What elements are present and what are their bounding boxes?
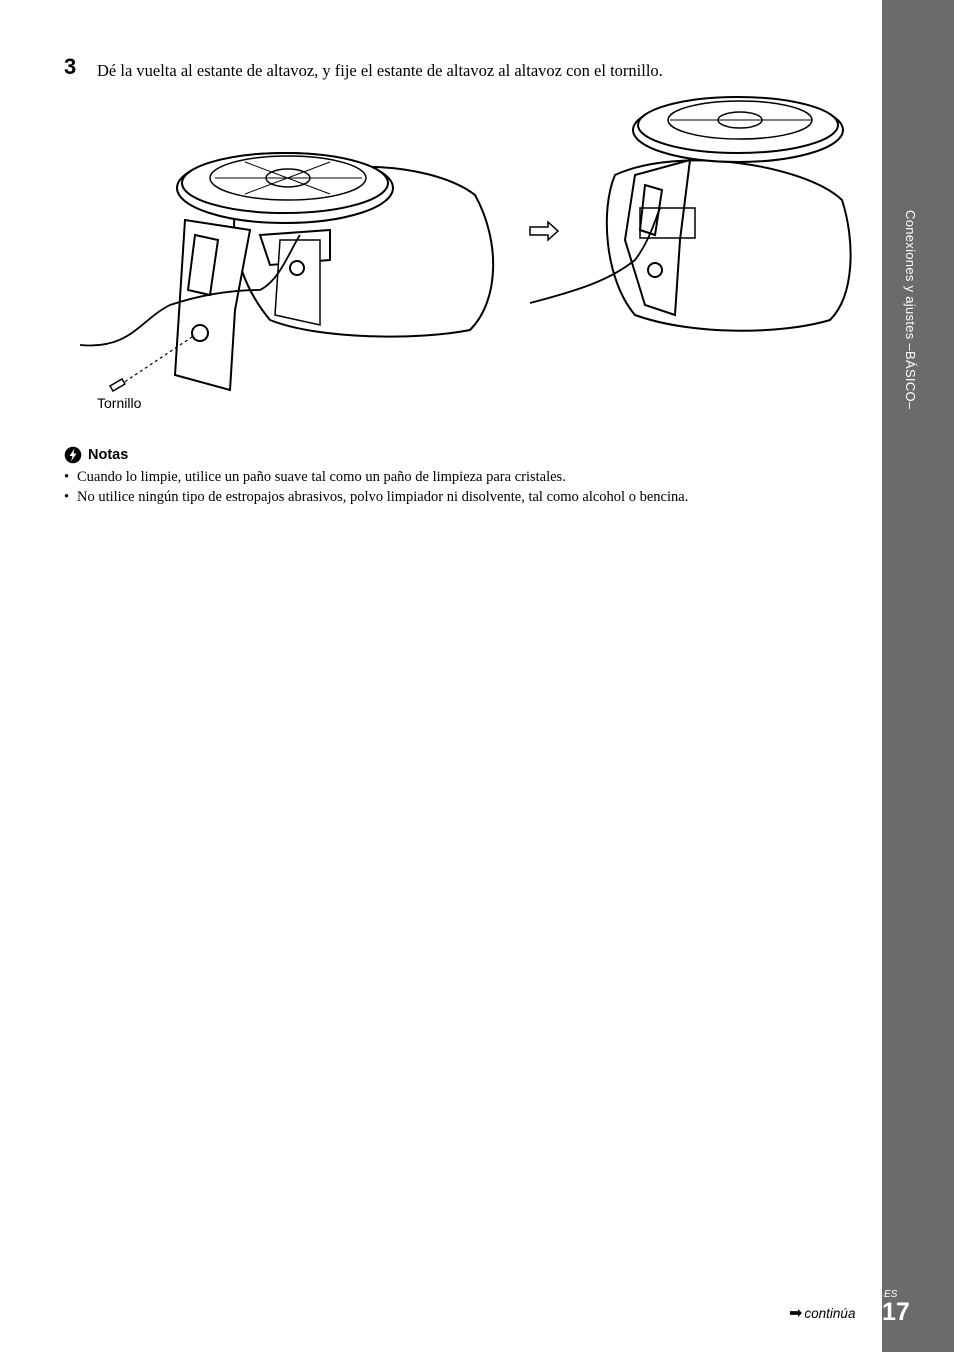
left-speaker-drawing — [80, 153, 493, 391]
notes-list — [64, 467, 688, 507]
page-number: 17 — [882, 1298, 910, 1326]
page-language: ES — [884, 1289, 898, 1300]
arrow-right-icon: ➡ — [789, 1305, 803, 1322]
step-instruction: Dé la vuelta al estante de altavoz, y fije el estante de altavoz al altavoz con el tornillo. — [97, 61, 663, 80]
section-title: Conexiones y ajustes –BÁSICO– — [903, 210, 918, 410]
arrow-right-icon — [530, 222, 558, 240]
notes-title: Notas — [88, 447, 129, 463]
continues-indicator — [789, 1303, 855, 1323]
right-speaker-drawing — [530, 97, 851, 331]
continues-text: continúa — [804, 1305, 856, 1321]
screw-label: Tornillo — [97, 395, 142, 411]
list-item: • No utilice ningún tipo de estropajos abrasivos, polvo limpiador ni disolvente, tal como alcohol o bencina. — [64, 487, 688, 507]
speaker-stand-illustration — [70, 90, 870, 430]
list-item: • Cuando lo limpie, utilice un paño suave tal como un paño de limpieza para cristales. — [64, 467, 688, 487]
notes-heading — [64, 446, 128, 464]
section-tab — [882, 0, 954, 1352]
step-number: 3 — [64, 54, 77, 79]
note-icon — [64, 446, 82, 464]
